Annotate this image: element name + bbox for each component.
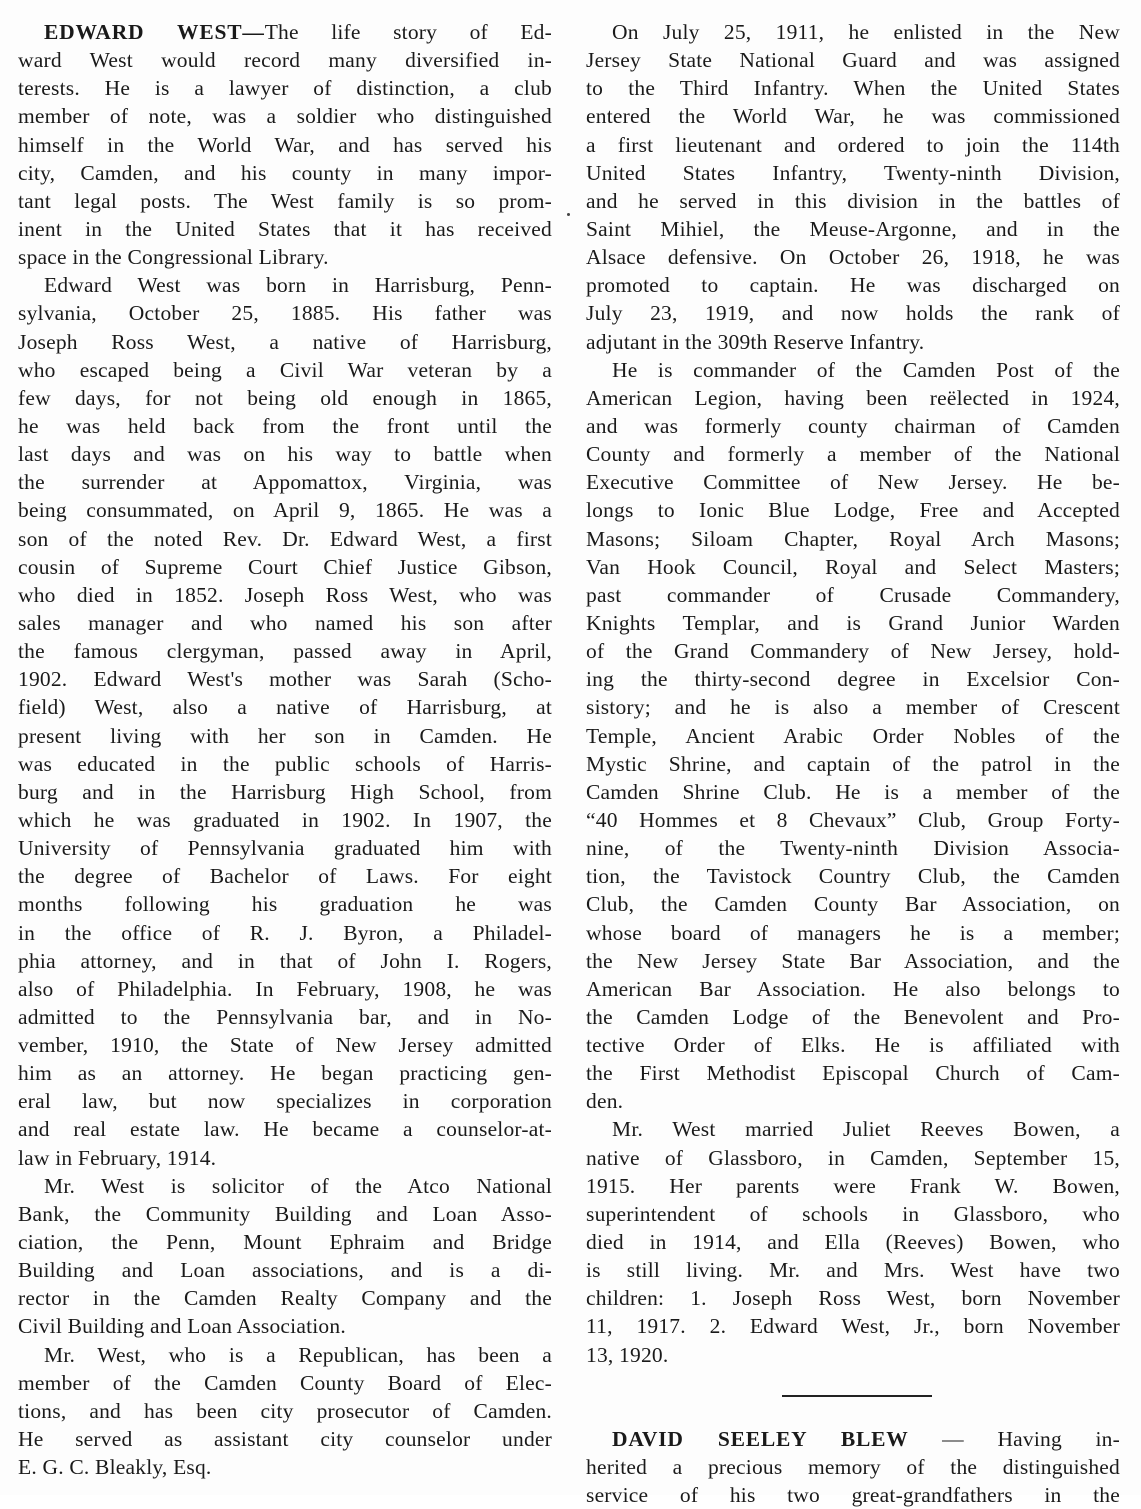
text-line: herited a precious memory of the distinguished	[586, 1454, 1120, 1479]
text-line: Mr. West married Juliet Reeves Bowen, a	[612, 1117, 1120, 1142]
text-line: Jersey State National Guard and was assigned	[586, 48, 1120, 73]
text-line: Building and Loan associations, and is a di-	[18, 1258, 552, 1283]
text-line: member of note, was a soldier who distinguished	[18, 104, 552, 129]
section-divider	[586, 1369, 1120, 1425]
text-line: tion, the Tavistock Country Club, the Camden	[586, 864, 1120, 889]
text-line: the surrender at Appomattox, Virginia, was	[18, 470, 552, 495]
text-line: Temple, Ancient Arabic Order Nobles of the	[586, 723, 1120, 748]
paragraph-military	[586, 18, 1120, 356]
text-line: sales manager and who named his son after	[18, 610, 552, 635]
text-line: Edward West was born in Harrisburg, Penn-	[44, 273, 552, 298]
text-line: and he served in this division in the battles of	[586, 188, 1120, 213]
text-line: Bank, the Community Building and Loan Asso-	[18, 1201, 552, 1226]
text-line: 11, 1917. 2. Edward West, Jr., born November	[586, 1314, 1120, 1339]
text-line: DAVID SEELEY BLEW — Having in-	[612, 1426, 1120, 1451]
text-line: to the Third Infantry. When the United States	[586, 76, 1120, 101]
text-line: himself in the World War, and has served his	[18, 132, 552, 157]
text-line: United States Infantry, Twenty-ninth Division,	[586, 160, 1120, 185]
text-line: EDWARD WEST—The life story of Ed-	[44, 20, 552, 44]
text-line: He is commander of the Camden Post of the	[612, 357, 1120, 382]
print-speck	[567, 213, 570, 216]
text-line: On July 25, 1911, he enlisted in the New	[612, 20, 1120, 44]
text-line: a first lieutenant and ordered to join the 114th	[586, 132, 1120, 157]
text-line: He served as assistant city counselor under	[18, 1427, 552, 1452]
paragraph-memberships	[586, 356, 1120, 1116]
text-line: who died in 1852. Joseph Ross West, who was	[18, 582, 552, 607]
right-column	[586, 18, 1120, 1509]
text-line: being consummated, on April 9, 1865. He was a	[18, 498, 552, 523]
text-line: 1915. Her parents were Frank W. Bowen,	[586, 1173, 1120, 1198]
text-line: is still living. Mr. and Mrs. West have two	[586, 1258, 1120, 1283]
text-line: whose board of managers he is a member;	[586, 920, 1120, 945]
text-line: tions, and has been city prosecutor of Camden.	[18, 1398, 552, 1423]
paragraph-early-life	[18, 271, 552, 1172]
text-line: who escaped being a Civil War veteran by a	[18, 357, 552, 382]
text-line: ciation, the Penn, Mount Ephraim and Bridge	[18, 1230, 552, 1255]
text-line: member of the Camden County Board of Elec-	[18, 1370, 552, 1395]
text-line: County and formerly a member of the National	[586, 442, 1120, 467]
text-line: children: 1. Joseph Ross West, born November	[586, 1286, 1120, 1311]
text-line: rector in the Camden Realty Company and the	[18, 1286, 552, 1311]
paragraph-intro	[18, 18, 552, 271]
text-line: law in February, 1914.	[18, 1145, 217, 1170]
text-line: the First Methodist Episcopal Church of Cam-	[586, 1061, 1120, 1086]
text-line: tective Order of Elks. He is affiliated with	[586, 1033, 1120, 1058]
text-line: the New Jersey State Bar Association, and the	[586, 948, 1120, 973]
text-line: ing the thirty-second degree in Excelsior Con-	[586, 667, 1120, 692]
text-line: Joseph Ross West, a native of Harrisburg,	[18, 329, 552, 354]
paragraph-solicitor	[18, 1172, 552, 1341]
text-line: longs to Ionic Blue Lodge, Free and Accepted	[586, 498, 1120, 523]
text-line: Mr. West, who is a Republican, has been a	[44, 1342, 552, 1367]
entry-name-edward-west: EDWARD WEST	[44, 20, 243, 44]
text-line: he was held back from the front until the	[18, 413, 552, 438]
text-line: vember, 1910, the State of New Jersey admitted	[18, 1033, 552, 1058]
text-line: American Legion, having been reëlected in 1924,	[586, 385, 1120, 410]
entry-david-seeley-blew	[586, 1425, 1120, 1509]
text-line: nine, of the Twenty-ninth Division Associa-	[586, 836, 1120, 861]
text-line: died in 1914, and Ella (Reeves) Bowen, who	[586, 1230, 1120, 1255]
text-line: was educated in the public schools of Harris-	[18, 751, 552, 776]
text-line: E. G. C. Bleakly, Esq.	[18, 1455, 212, 1480]
text-line: of the Grand Commandery of New Jersey, hold-	[586, 639, 1120, 664]
text-line: “40 Hommes et 8 Chevaux” Club, Group Forty-	[586, 807, 1120, 832]
text-line: University of Pennsylvania graduated him with	[18, 836, 552, 861]
text-line: Saint Mihiel, the Meuse-Argonne, and in the	[586, 216, 1120, 241]
text-line: admitted to the Pennsylvania bar, and in No-	[18, 1004, 552, 1029]
text-line: and real estate law. He became a counselor-at-	[18, 1117, 552, 1142]
text-line: Knights Templar, and is Grand Junior Warden	[586, 610, 1120, 635]
text-line: Van Hook Council, Royal and Select Masters;	[586, 554, 1120, 579]
entry-name-david-seeley-blew: DAVID SEELEY BLEW	[612, 1426, 909, 1451]
text-line: Club, the Camden County Bar Association, on	[586, 892, 1120, 917]
text-line: last days and was on his way to battle when	[18, 442, 552, 467]
text-line: adjutant in the 309th Reserve Infantry.	[586, 329, 925, 354]
text-line: Civil Building and Loan Association.	[18, 1314, 346, 1339]
text-line: eral law, but now specializes in corporation	[18, 1089, 552, 1114]
text-line: the Camden Lodge of the Benevolent and Pro-	[586, 1004, 1120, 1029]
text-line: sylvania, October 25, 1885. His father was	[18, 301, 552, 326]
text-line: also of Philadelphia. In February, 1908, he was	[18, 976, 552, 1001]
text-line: tant legal posts. The West family is so prom-	[18, 188, 552, 213]
text-line: 1902. Edward West's mother was Sarah (Scho-	[18, 667, 552, 692]
text-line: Alsace defensive. On October 26, 1918, he was	[586, 245, 1120, 270]
text-line: past commander of Crusade Commandery,	[586, 582, 1120, 607]
text-line: few days, for not being old enough in 1865,	[18, 385, 552, 410]
text-line: Executive Committee of New Jersey. He be-	[586, 470, 1120, 495]
text-line: 13, 1920.	[586, 1342, 669, 1367]
text-line: promoted to captain. He was discharged on	[586, 273, 1120, 298]
paragraph-politics	[18, 1341, 552, 1482]
divider-rule	[782, 1395, 932, 1397]
text-line: July 23, 1919, and now holds the rank of	[586, 301, 1120, 326]
text-line: him as an attorney. He began practicing gen-	[18, 1061, 552, 1086]
text-line: the famous clergyman, passed away in April,	[18, 639, 552, 664]
text-line: cousin of Supreme Court Chief Justice Gibson,	[18, 554, 552, 579]
text-line: months following his graduation he was	[18, 892, 552, 917]
left-column	[18, 18, 552, 1481]
text-line: Masons; Siloam Chapter, Royal Arch Masons;	[586, 526, 1120, 551]
text-line: Camden Shrine Club. He is a member of the	[586, 779, 1120, 804]
text-line: phia attorney, and in that of John I. Rogers,	[18, 948, 552, 973]
text-line: native of Glassboro, in Camden, September 15,	[586, 1145, 1120, 1170]
text-line: terests. He is a lawyer of distinction, a club	[18, 76, 552, 101]
text-line: field) West, also a native of Harrisburg, at	[18, 695, 552, 720]
text-line: burg and in the Harrisburg High School, from	[18, 779, 552, 804]
text-line: son of the noted Rev. Dr. Edward West, a first	[18, 526, 552, 551]
text-line: den.	[586, 1089, 624, 1114]
text-line: Mystic Shrine, and captain of the patrol in the	[586, 751, 1120, 776]
text-line: inent in the United States that it has received	[18, 216, 552, 241]
text-line: Mr. West is solicitor of the Atco National	[44, 1173, 552, 1198]
text-line: American Bar Association. He also belongs to	[586, 976, 1120, 1001]
entry-edward-west	[18, 18, 552, 1481]
text-line: which he was graduated in 1902. In 1907, the	[18, 807, 552, 832]
paragraph-marriage	[586, 1115, 1120, 1368]
text-line: sistory; and he is also a member of Crescent	[586, 695, 1120, 720]
text-line: the degree of Bachelor of Laws. For eight	[18, 864, 552, 889]
text-line: in the office of R. J. Byron, a Philadel-	[18, 920, 552, 945]
text-line: superintendent of schools in Glassboro, who	[586, 1201, 1120, 1226]
text-line: entered the World War, he was commissioned	[586, 104, 1120, 129]
text-line: and was formerly county chairman of Camden	[586, 413, 1120, 438]
text-line: ward West would record many diversified in-	[18, 48, 552, 73]
text-line: present living with her son in Camden. He	[18, 723, 552, 748]
text-line: city, Camden, and his county in many impor-	[18, 160, 552, 185]
text-line: service of his two great-grandfathers in the	[586, 1483, 1120, 1508]
text-line: space in the Congressional Library.	[18, 245, 329, 270]
